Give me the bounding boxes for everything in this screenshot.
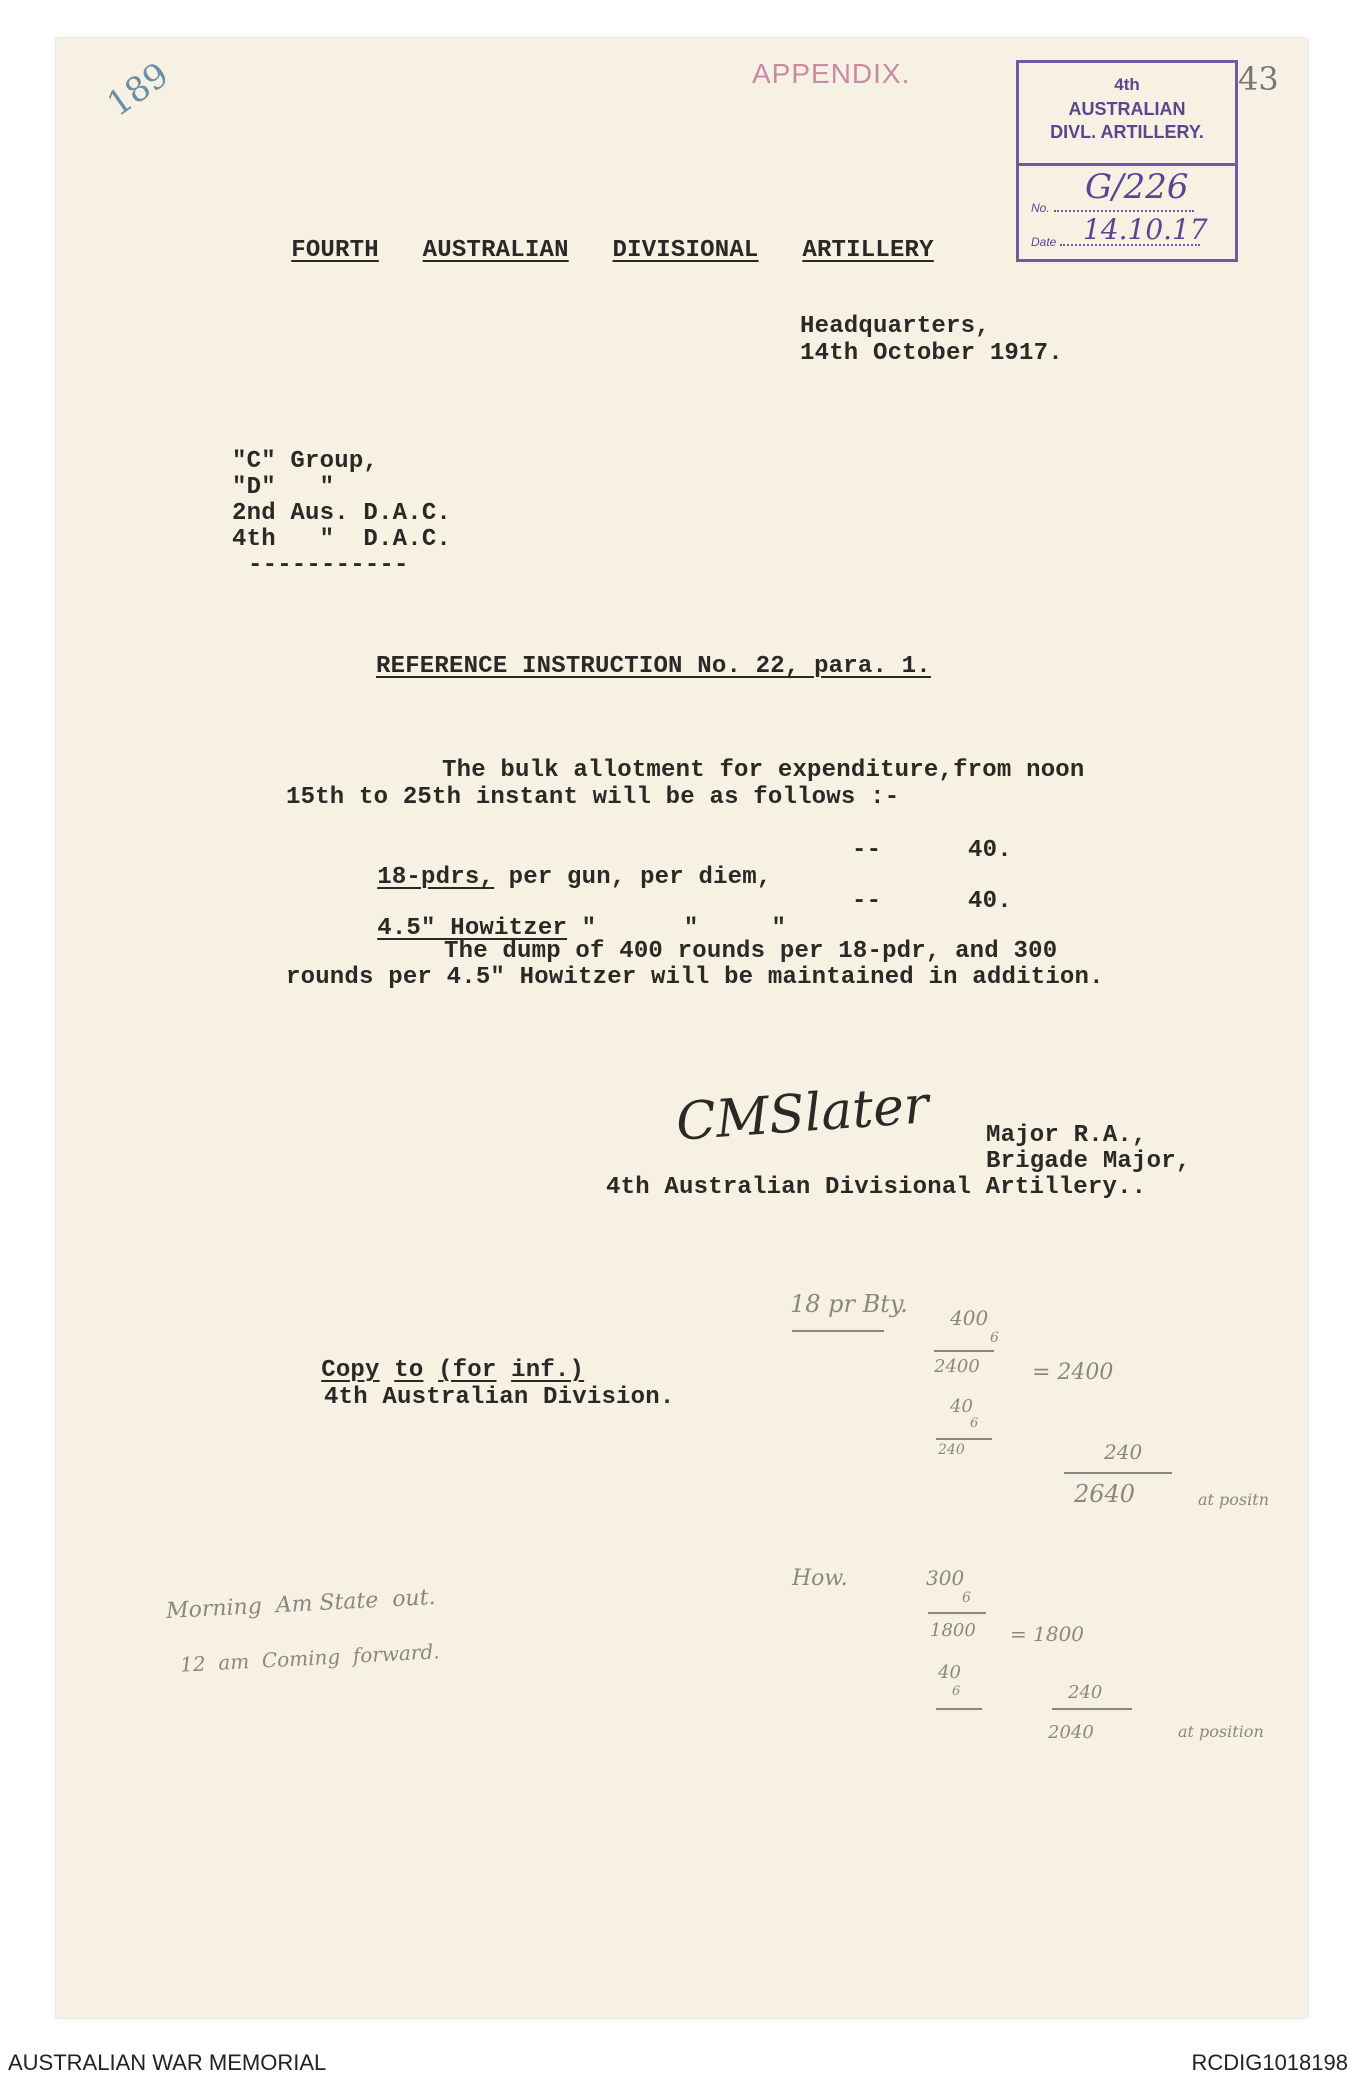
origin-line: Headquarters,: [800, 313, 990, 340]
pencil-how-total: 2040: [1048, 1722, 1094, 1743]
pencil-how-note: at position: [1178, 1722, 1264, 1741]
heading-word-3: DIVISIONAL: [612, 237, 759, 264]
heading-word-2: AUSTRALIAN: [422, 237, 569, 264]
pencil-how-eq: = 1800: [1010, 1622, 1085, 1646]
document-heading: [262, 210, 934, 264]
stamp-line-1: 4th: [1114, 75, 1140, 94]
pencil-18pr-note: at positn: [1198, 1490, 1269, 1509]
pencil-18pr-b: 6: [990, 1330, 999, 1346]
pencil-how-g: 240: [1068, 1682, 1103, 1703]
pencil-rule: [936, 1438, 992, 1440]
pencil-rule: [936, 1708, 982, 1710]
copy-to-word: (for inf.): [438, 1357, 585, 1384]
heading-word-4: ARTILLERY: [802, 237, 934, 264]
signature-unit: 4th Australian Divisional Artillery..: [606, 1174, 1147, 1201]
pencil-18pr-c: 2400: [934, 1356, 980, 1377]
signature: CMSlater: [674, 1075, 931, 1153]
pencil-rule: [792, 1330, 884, 1332]
pencil-how-b: 6: [962, 1590, 971, 1606]
stamp-line-2: AUSTRALIAN: [1068, 99, 1186, 119]
allotment-row: [348, 837, 772, 891]
footer-record-id: RCDIG1018198: [1191, 2050, 1348, 2075]
pencil-how-label: How.: [792, 1566, 848, 1591]
pencil-18pr-d: 40: [950, 1396, 973, 1417]
addressee-rule: -----------: [248, 552, 409, 579]
stamp-no-label: No.: [1031, 201, 1050, 215]
page-number: 43: [1238, 60, 1279, 98]
document-page: [56, 38, 1308, 2018]
addressee-2: "D" ": [232, 474, 335, 501]
folio-number: 189: [100, 54, 177, 125]
pencil-18pr-g: 240: [1104, 1440, 1143, 1464]
allotment-item: 18-pdrs,: [377, 864, 495, 891]
pencil-rule: [1064, 1472, 1172, 1474]
stamp-line-3: DIVL. ARTILLERY.: [1050, 122, 1204, 142]
pencil-how-d: 40: [938, 1662, 961, 1683]
pencil-margin-note-2: 12 am Coming forward.: [179, 1639, 441, 1677]
pencil-18pr-e: 6: [970, 1416, 979, 1431]
pencil-18pr-a: 400: [950, 1306, 989, 1330]
allotment-value: 40.: [968, 888, 1012, 915]
pencil-margin-note-1: Morning Am State out.: [165, 1584, 437, 1625]
pencil-rule: [1052, 1708, 1132, 1710]
paragraph-1-line-1: The bulk allotment for expenditure,from noon: [442, 757, 1085, 784]
pencil-18pr-f: 240: [938, 1442, 965, 1458]
addressee-4: 4th " D.A.C.: [232, 526, 452, 553]
subject-line: REFERENCE INSTRUCTION No. 22, para. 1.: [376, 653, 931, 680]
copy-to-recipient: 4th Australian Division.: [324, 1384, 675, 1411]
stamp-no-value: G/226: [1085, 167, 1189, 207]
allotment-rate: " " ": [567, 915, 787, 942]
paragraph-2-line-2: rounds per 4.5" Howitzer will be maintained in addition.: [286, 964, 1104, 991]
copy-to-label: [292, 1330, 584, 1384]
allotment-dash: --: [852, 888, 882, 915]
pencil-18pr-eq: = 2400: [1032, 1360, 1114, 1385]
signature-title: Brigade Major,: [986, 1148, 1191, 1175]
allotment-dash: --: [852, 837, 882, 864]
allotment-item: 4.5" Howitzer: [377, 915, 568, 942]
addressee-1: "C" Group,: [232, 448, 379, 475]
stamp-date-value: 14.10.17: [1083, 213, 1208, 246]
paragraph-1-line-2: 15th to 25th instant will be as follows :-: [286, 784, 900, 811]
paragraph-2-line-1: The dump of 400 rounds per 18-pdr, and 300: [444, 938, 1058, 965]
footer-source: AUSTRALIAN WAR MEMORIAL: [8, 2050, 327, 2075]
division-artillery-stamp: [1016, 60, 1238, 262]
stamp-date-label: Date: [1031, 235, 1057, 249]
pencil-how-c: 1800: [930, 1620, 976, 1641]
copy-to-word: to: [394, 1357, 424, 1384]
allotment-rate: per gun, per diem,: [494, 864, 772, 891]
copy-to-word: Copy: [321, 1357, 380, 1384]
pencil-rule: [928, 1612, 986, 1614]
signature-rank: Major R.A.,: [986, 1122, 1147, 1149]
pencil-18pr-total: 2640: [1074, 1480, 1136, 1508]
allotment-value: 40.: [968, 837, 1012, 864]
addressee-3: 2nd Aus. D.A.C.: [232, 500, 452, 527]
allotment-row: [348, 888, 786, 942]
date-line: 14th October 1917.: [800, 340, 1063, 367]
pencil-rule: [934, 1350, 994, 1352]
pencil-18pr-label: 18 pr Bty.: [790, 1290, 908, 1318]
appendix-stamp: APPENDIX.: [752, 58, 911, 89]
pencil-how-a: 300: [926, 1566, 965, 1590]
pencil-how-e: 6: [952, 1684, 961, 1699]
stamp-header: [1019, 63, 1235, 166]
stamp-no-dots: [1054, 210, 1194, 212]
heading-word-1: FOURTH: [291, 237, 379, 264]
